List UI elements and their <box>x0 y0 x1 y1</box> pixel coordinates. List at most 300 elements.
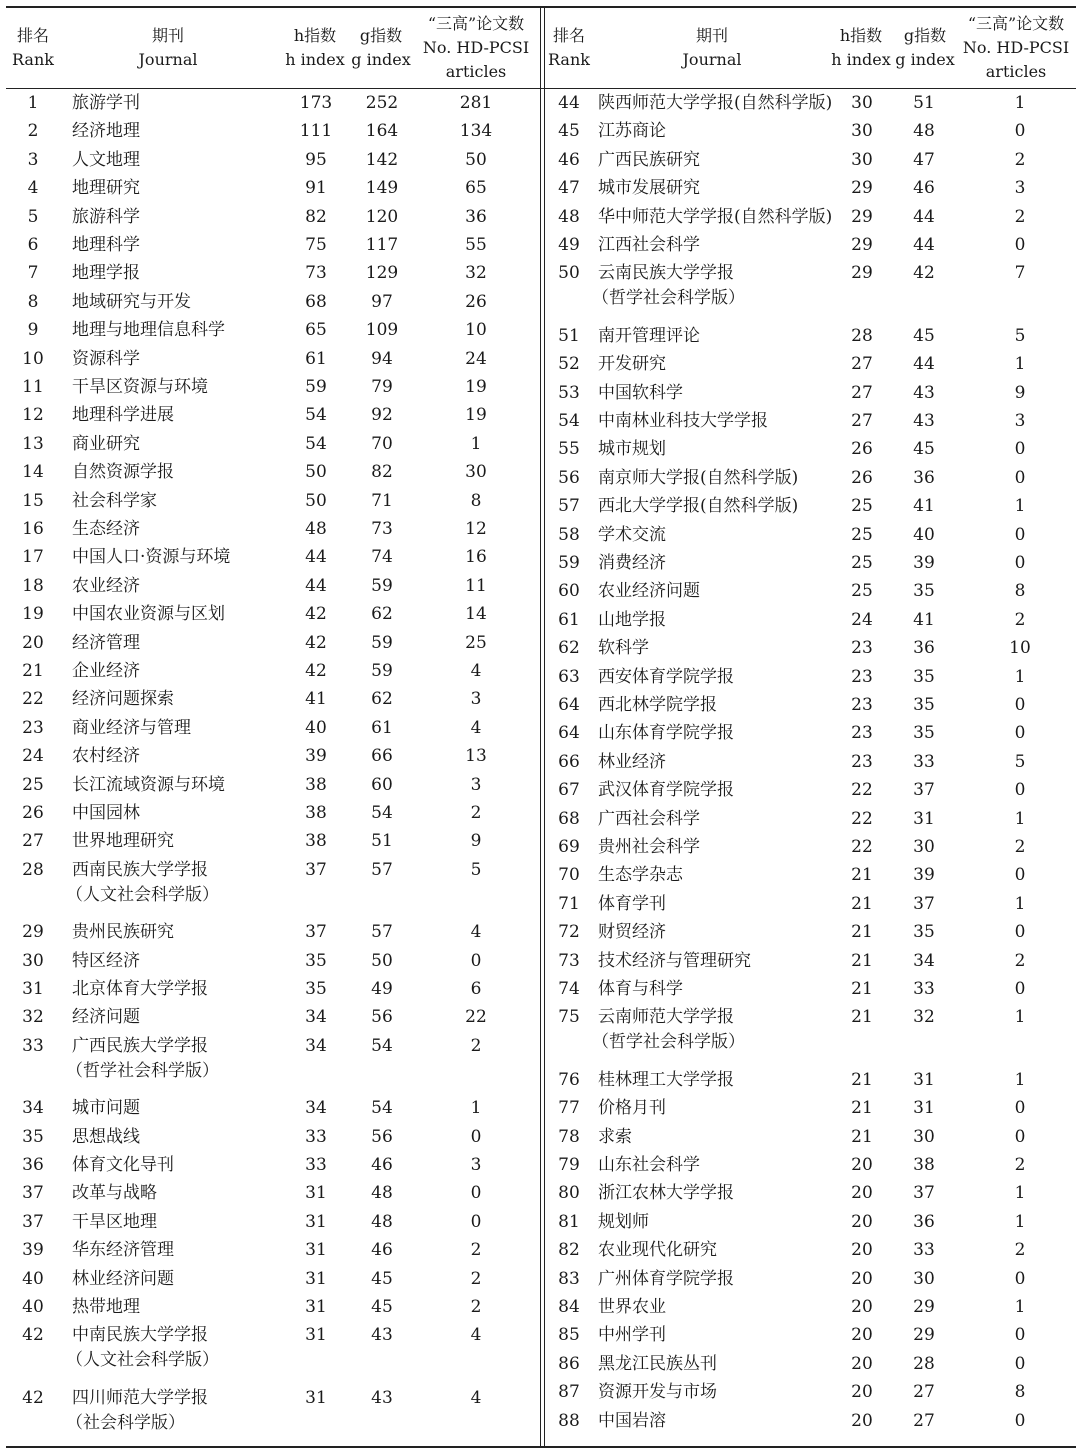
journal-cell: 农业经济 <box>72 576 140 596</box>
h-index-cell: 44 <box>305 576 327 596</box>
rank-cell: 88 <box>558 1411 580 1431</box>
g-index-cell: 92 <box>371 405 393 425</box>
table-row <box>6 948 536 978</box>
h-index-cell: 21 <box>851 979 873 999</box>
g-index-cell: 43 <box>913 411 935 431</box>
articles-cell: 0 <box>1014 1411 1026 1431</box>
journal-cell: 南开管理评论 <box>598 326 700 346</box>
articles-cell: 2 <box>470 803 482 823</box>
table-row <box>542 522 1072 552</box>
h-index-cell: 68 <box>305 292 327 312</box>
h-index-cell: 20 <box>851 1155 873 1175</box>
g-index-cell: 66 <box>371 746 393 766</box>
g-index-cell: 40 <box>913 525 935 545</box>
g-index-cell: 94 <box>371 349 393 369</box>
articles-cell: 0 <box>470 951 482 971</box>
table-row <box>6 630 536 660</box>
rank-cell: 40 <box>22 1269 44 1289</box>
articles-cell: 0 <box>1014 525 1026 545</box>
articles-cell: 1 <box>1014 496 1026 516</box>
h-index-cell: 25 <box>851 553 873 573</box>
journal-cell: 中南林业科技大学学报 <box>598 411 768 431</box>
h-index-cell: 21 <box>851 922 873 942</box>
journal-cell: 社会科学家 <box>72 491 157 511</box>
table-row <box>542 720 1072 750</box>
rank-cell: 34 <box>22 1098 44 1118</box>
h-index-cell: 82 <box>305 207 327 227</box>
journal-cell: 地域研究与开发 <box>72 292 191 312</box>
journal-cell: 长江流域资源与环境 <box>72 775 225 795</box>
column-divider <box>540 6 541 1446</box>
journal-cell: 西安体育学院学报 <box>598 667 734 687</box>
g-index-cell: 43 <box>371 1388 393 1408</box>
h-index-cell: 26 <box>851 439 873 459</box>
g-index-cell: 51 <box>371 831 393 851</box>
g-index-cell: 59 <box>371 576 393 596</box>
articles-cell: 19 <box>465 405 487 425</box>
g-index-cell: 70 <box>371 434 393 454</box>
h-index-cell: 21 <box>851 951 873 971</box>
h-index-cell: 22 <box>851 809 873 829</box>
rank-cell: 50 <box>558 263 580 283</box>
rank-cell: 68 <box>558 809 580 829</box>
g-index-cell: 73 <box>371 519 393 539</box>
articles-cell: 9 <box>470 831 482 851</box>
g-index-cell: 33 <box>913 752 935 772</box>
h-index-cell: 20 <box>851 1269 873 1289</box>
journal-cell: 开发研究 <box>598 354 666 374</box>
h-index-cell: 42 <box>305 604 327 624</box>
g-index-cell: 57 <box>371 860 393 880</box>
h-index-cell: 173 <box>299 93 333 113</box>
journal-cell: 资源科学 <box>72 349 140 369</box>
articles-cell: 0 <box>1014 1354 1026 1374</box>
rank-cell: 31 <box>22 979 44 999</box>
table-row <box>542 806 1072 836</box>
g-index-cell: 51 <box>913 93 935 113</box>
rank-cell: 49 <box>558 235 580 255</box>
articles-cell: 1 <box>1014 1183 1026 1203</box>
rank-cell: 63 <box>558 667 580 687</box>
articles-cell: 0 <box>470 1183 482 1203</box>
articles-cell: 7 <box>1014 263 1026 283</box>
h-index-cell: 30 <box>851 150 873 170</box>
g-index-cell: 37 <box>913 894 935 914</box>
g-index-cell: 45 <box>913 439 935 459</box>
table-row <box>542 1067 1072 1097</box>
table-row <box>542 1351 1072 1381</box>
journal-cell: 黑龙江民族丛刊 <box>598 1354 717 1374</box>
h-index-cell: 31 <box>305 1183 327 1203</box>
h-index-cell: 26 <box>851 468 873 488</box>
journal-cell: 武汉体育学院学报 <box>598 780 734 800</box>
rank-cell: 69 <box>558 837 580 857</box>
h-index-cell: 34 <box>305 1007 327 1027</box>
journal-cell: 旅游科学 <box>72 207 140 227</box>
journal-cell: 自然资源学报 <box>72 462 174 482</box>
journal-cell: 规划师 <box>598 1212 649 1232</box>
journal-cell: 中国农业资源与区划 <box>72 604 225 624</box>
articles-cell: 19 <box>465 377 487 397</box>
journal-cell: 华中师范大学学报(自然科学版) <box>598 207 833 227</box>
rank-cell: 60 <box>558 581 580 601</box>
h-index-cell: 91 <box>305 178 327 198</box>
header-articles-right: “三高”论文数 No. HD-PCSI articles <box>962 14 1070 81</box>
rank-cell: 6 <box>27 235 39 255</box>
table-row <box>6 459 536 489</box>
articles-cell: 3 <box>1014 178 1026 198</box>
header-g-index-right: g指数 g index <box>895 26 955 69</box>
g-index-cell: 48 <box>913 121 935 141</box>
table-row <box>542 1294 1072 1324</box>
table-row <box>542 147 1072 177</box>
table-row <box>542 777 1072 807</box>
g-index-cell: 37 <box>913 780 935 800</box>
g-index-cell: 42 <box>913 263 935 283</box>
g-index-cell: 31 <box>913 1070 935 1090</box>
journal-subtitle: （社会科学版） <box>66 1413 185 1433</box>
articles-cell: 1 <box>1014 93 1026 113</box>
articles-cell: 10 <box>1009 638 1031 658</box>
rank-cell: 17 <box>22 547 44 567</box>
articles-cell: 2 <box>1014 207 1026 227</box>
articles-cell: 0 <box>1014 235 1026 255</box>
h-index-cell: 20 <box>851 1212 873 1232</box>
table-row <box>542 351 1072 381</box>
journal-cell: 四川师范大学学报 <box>72 1388 208 1408</box>
journal-cell: 广西社会科学 <box>598 809 700 829</box>
g-index-cell: 39 <box>913 865 935 885</box>
journal-cell: 人文地理 <box>72 150 140 170</box>
table-row <box>542 1095 1072 1125</box>
g-index-cell: 97 <box>371 292 393 312</box>
g-index-cell: 44 <box>913 207 935 227</box>
h-index-cell: 21 <box>851 1070 873 1090</box>
journal-cell: 干旱区资源与环境 <box>72 377 208 397</box>
rank-cell: 8 <box>27 292 39 312</box>
rank-cell: 67 <box>558 780 580 800</box>
journal-cell: 南京师大学报(自然科学版) <box>598 468 799 488</box>
rank-cell: 20 <box>22 633 44 653</box>
rank-cell: 26 <box>22 803 44 823</box>
rank-cell: 32 <box>22 1007 44 1027</box>
articles-cell: 0 <box>1014 780 1026 800</box>
h-index-cell: 29 <box>851 207 873 227</box>
rank-cell: 18 <box>22 576 44 596</box>
journal-cell: 地理科学 <box>72 235 140 255</box>
articles-cell: 2 <box>1014 610 1026 630</box>
articles-cell: 2 <box>1014 1240 1026 1260</box>
rank-cell: 56 <box>558 468 580 488</box>
journal-cell: 广西民族研究 <box>598 150 700 170</box>
g-index-cell: 45 <box>371 1269 393 1289</box>
h-index-cell: 31 <box>305 1212 327 1232</box>
g-index-cell: 59 <box>371 633 393 653</box>
h-index-cell: 24 <box>851 610 873 630</box>
g-index-cell: 61 <box>371 718 393 738</box>
rank-cell: 36 <box>22 1155 44 1175</box>
table-row <box>6 1237 536 1267</box>
articles-cell: 8 <box>1014 581 1026 601</box>
h-index-cell: 23 <box>851 667 873 687</box>
articles-cell: 5 <box>1014 752 1026 772</box>
g-index-cell: 35 <box>913 723 935 743</box>
table-row <box>6 919 536 949</box>
table-row <box>542 635 1072 665</box>
h-index-cell: 38 <box>305 803 327 823</box>
h-index-cell: 21 <box>851 1127 873 1147</box>
g-index-cell: 43 <box>913 383 935 403</box>
table-row <box>542 749 1072 779</box>
rank-cell: 76 <box>558 1070 580 1090</box>
rank-cell: 40 <box>22 1297 44 1317</box>
g-index-cell: 56 <box>371 1127 393 1147</box>
rank-cell: 16 <box>22 519 44 539</box>
journal-cell: 中国岩溶 <box>598 1411 666 1431</box>
table-row <box>6 686 536 716</box>
articles-cell: 0 <box>1014 468 1026 488</box>
h-index-cell: 30 <box>851 93 873 113</box>
rank-cell: 21 <box>22 661 44 681</box>
journal-subtitle: （哲学社会科学版） <box>66 1061 219 1081</box>
table-row <box>542 1209 1072 1239</box>
rank-cell: 51 <box>558 326 580 346</box>
articles-cell: 13 <box>465 746 487 766</box>
g-index-cell: 31 <box>913 1098 935 1118</box>
articles-cell: 1 <box>1014 1007 1026 1027</box>
journal-cell: 华东经济管理 <box>72 1240 174 1260</box>
journal-subtitle: （哲学社会科学版） <box>592 288 745 308</box>
table-row <box>542 1152 1072 1182</box>
articles-cell: 8 <box>1014 1382 1026 1402</box>
rank-cell: 35 <box>22 1127 44 1147</box>
g-index-cell: 44 <box>913 235 935 255</box>
articles-cell: 9 <box>1014 383 1026 403</box>
table-row <box>6 402 536 432</box>
articles-cell: 4 <box>470 661 482 681</box>
journal-cell: 世界地理研究 <box>72 831 174 851</box>
journal-cell: 旅游学刊 <box>72 93 140 113</box>
articles-cell: 50 <box>465 150 487 170</box>
g-index-cell: 54 <box>371 803 393 823</box>
rank-cell: 61 <box>558 610 580 630</box>
articles-cell: 30 <box>465 462 487 482</box>
h-index-cell: 22 <box>851 780 873 800</box>
table-row <box>6 118 536 148</box>
rank-cell: 22 <box>22 689 44 709</box>
h-index-cell: 29 <box>851 178 873 198</box>
h-index-cell: 41 <box>305 689 327 709</box>
journal-cell: 商业经济与管理 <box>72 718 191 738</box>
articles-cell: 0 <box>470 1127 482 1147</box>
h-index-cell: 48 <box>305 519 327 539</box>
table-row <box>542 408 1072 438</box>
h-index-cell: 31 <box>305 1297 327 1317</box>
g-index-cell: 43 <box>371 1325 393 1345</box>
g-index-cell: 27 <box>913 1411 935 1431</box>
rank-cell: 52 <box>558 354 580 374</box>
journal-cell: 云南民族大学学报 <box>598 263 734 283</box>
journal-cell: 体育学刊 <box>598 894 666 914</box>
journal-cell: 经济问题探索 <box>72 689 174 709</box>
table-bottom-rule <box>6 1446 1076 1448</box>
articles-cell: 24 <box>465 349 487 369</box>
h-index-cell: 29 <box>851 235 873 255</box>
rank-cell: 44 <box>558 93 580 113</box>
table-row <box>6 857 536 905</box>
journal-cell: 西北大学学报(自然科学版) <box>598 496 799 516</box>
journal-cell: 经济地理 <box>72 121 140 141</box>
table-row <box>542 118 1072 148</box>
table-row <box>542 1237 1072 1267</box>
g-index-cell: 33 <box>913 979 935 999</box>
journal-cell: 山地学报 <box>598 610 666 630</box>
table-row <box>6 232 536 262</box>
h-index-cell: 95 <box>305 150 327 170</box>
g-index-cell: 62 <box>371 604 393 624</box>
journal-cell: 体育文化导刊 <box>72 1155 174 1175</box>
articles-cell: 1 <box>1014 894 1026 914</box>
table-row <box>542 175 1072 205</box>
table-row <box>542 1408 1072 1438</box>
g-index-cell: 62 <box>371 689 393 709</box>
g-index-cell: 59 <box>371 661 393 681</box>
rank-cell: 25 <box>22 775 44 795</box>
g-index-cell: 39 <box>913 553 935 573</box>
rank-cell: 48 <box>558 207 580 227</box>
articles-cell: 0 <box>1014 979 1026 999</box>
rank-cell: 3 <box>27 150 39 170</box>
table-row <box>542 1004 1072 1052</box>
journal-cell: 浙江农林大学学报 <box>598 1183 734 1203</box>
journal-cell: 江西社会科学 <box>598 235 700 255</box>
articles-cell: 10 <box>465 320 487 340</box>
h-index-cell: 42 <box>305 661 327 681</box>
h-index-cell: 34 <box>305 1098 327 1118</box>
table-row <box>6 658 536 688</box>
table-row <box>6 601 536 631</box>
rank-cell: 19 <box>22 604 44 624</box>
table-row <box>542 578 1072 608</box>
articles-cell: 14 <box>465 604 487 624</box>
h-index-cell: 59 <box>305 377 327 397</box>
articles-cell: 2 <box>1014 951 1026 971</box>
g-index-cell: 36 <box>913 638 935 658</box>
articles-cell: 0 <box>1014 1127 1026 1147</box>
articles-cell: 4 <box>470 922 482 942</box>
articles-cell: 0 <box>1014 121 1026 141</box>
articles-cell: 2 <box>1014 150 1026 170</box>
articles-cell: 26 <box>465 292 487 312</box>
g-index-cell: 29 <box>913 1297 935 1317</box>
h-index-cell: 25 <box>851 525 873 545</box>
journal-cell: 云南师范大学学报 <box>598 1007 734 1027</box>
table-row <box>6 772 536 802</box>
h-index-cell: 34 <box>305 1036 327 1056</box>
journal-cell: 西北林学院学报 <box>598 695 717 715</box>
rank-cell: 62 <box>558 638 580 658</box>
table-row <box>6 1124 536 1154</box>
g-index-cell: 54 <box>371 1036 393 1056</box>
table-row <box>542 664 1072 694</box>
g-index-cell: 30 <box>913 1269 935 1289</box>
h-index-cell: 20 <box>851 1354 873 1374</box>
g-index-cell: 33 <box>913 1240 935 1260</box>
journal-cell: 城市规划 <box>598 439 666 459</box>
table-row <box>542 436 1072 466</box>
articles-cell: 1 <box>1014 1212 1026 1232</box>
table-row <box>6 260 536 290</box>
journal-cell: 中州学刊 <box>598 1325 666 1345</box>
table-row <box>542 976 1072 1006</box>
journal-cell: 农业经济问题 <box>598 581 700 601</box>
rank-cell: 54 <box>558 411 580 431</box>
header-journal: 期刊 Journal <box>138 26 198 69</box>
h-index-cell: 21 <box>851 1007 873 1027</box>
table-row <box>6 544 536 574</box>
articles-cell: 1 <box>1014 1070 1026 1090</box>
rank-cell: 14 <box>22 462 44 482</box>
articles-cell: 36 <box>465 207 487 227</box>
rank-cell: 24 <box>22 746 44 766</box>
g-index-cell: 27 <box>913 1382 935 1402</box>
table-row <box>6 147 536 177</box>
articles-cell: 0 <box>1014 922 1026 942</box>
journal-cell: 消费经济 <box>598 553 666 573</box>
h-index-cell: 50 <box>305 491 327 511</box>
h-index-cell: 27 <box>851 411 873 431</box>
table-row <box>6 743 536 773</box>
rank-cell: 87 <box>558 1382 580 1402</box>
rank-cell: 4 <box>27 178 39 198</box>
articles-cell: 0 <box>1014 865 1026 885</box>
h-index-cell: 33 <box>305 1155 327 1175</box>
table-row <box>542 1322 1072 1352</box>
h-index-cell: 23 <box>851 752 873 772</box>
rank-cell: 85 <box>558 1325 580 1345</box>
h-index-cell: 22 <box>851 837 873 857</box>
journal-cell: 西南民族大学学报 <box>72 860 208 880</box>
header-h-index-right: h指数 h index <box>831 26 891 69</box>
rank-cell: 55 <box>558 439 580 459</box>
journal-cell: 财贸经济 <box>598 922 666 942</box>
g-index-cell: 30 <box>913 837 935 857</box>
g-index-cell: 31 <box>913 809 935 829</box>
journal-cell: 价格月刊 <box>598 1098 666 1118</box>
rank-cell: 15 <box>22 491 44 511</box>
h-index-cell: 20 <box>851 1183 873 1203</box>
rank-cell: 57 <box>558 496 580 516</box>
journal-cell: 生态经济 <box>72 519 140 539</box>
table-row <box>6 431 536 461</box>
g-index-cell: 56 <box>371 1007 393 1027</box>
h-index-cell: 35 <box>305 951 327 971</box>
g-index-cell: 45 <box>371 1297 393 1317</box>
h-index-cell: 21 <box>851 865 873 885</box>
journal-cell: 商业研究 <box>72 434 140 454</box>
journal-cell: 企业经济 <box>72 661 140 681</box>
articles-cell: 3 <box>470 1155 482 1175</box>
h-index-cell: 31 <box>305 1269 327 1289</box>
articles-cell: 0 <box>1014 1269 1026 1289</box>
table-header <box>6 6 1076 89</box>
g-index-cell: 44 <box>913 354 935 374</box>
journal-cell: 贵州社会科学 <box>598 837 700 857</box>
table-row <box>6 175 536 205</box>
rank-cell: 58 <box>558 525 580 545</box>
g-index-cell: 79 <box>371 377 393 397</box>
g-index-cell: 120 <box>365 207 399 227</box>
